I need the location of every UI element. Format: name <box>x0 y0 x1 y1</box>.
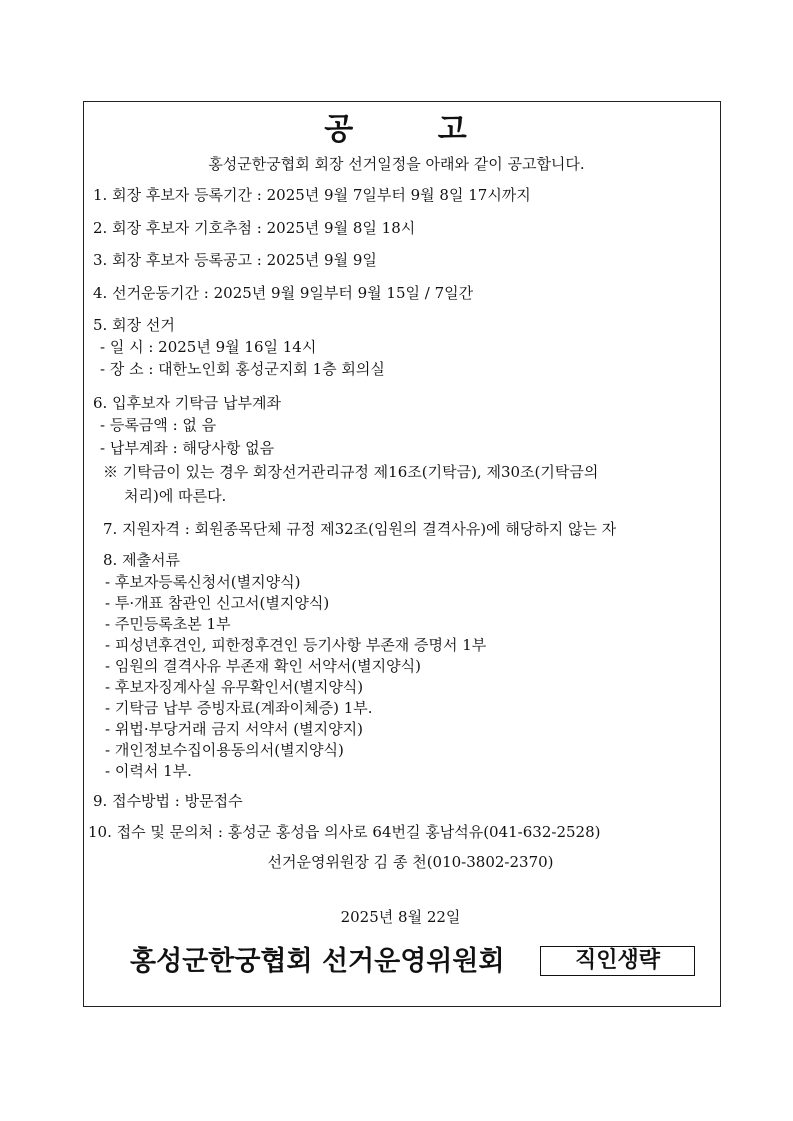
item-2: 2. 회장 후보자 기호추첨 : 2025년 9월 8일 18시 <box>93 219 416 237</box>
intro-text: 홍성군한궁협회 회장 선거일정을 아래와 같이 공고합니다. <box>208 155 585 173</box>
doc-item: - 위법·부당거래 금지 서약서 (별지양지) <box>105 720 363 738</box>
item-6: 6. 입후보자 기탁금 납부계좌 <box>93 394 282 412</box>
item-8: 8. 제출서류 <box>103 551 181 569</box>
item-3: 3. 회장 후보자 등록공고 : 2025년 9월 9일 <box>93 251 377 269</box>
notice-title: 공 고 <box>324 112 469 147</box>
doc-item: - 후보자등록신청서(별지양식) <box>105 573 301 591</box>
doc-item: - 투·개표 참관인 신고서(별지양식) <box>105 594 330 612</box>
doc-item: - 피성년후견인, 피한정후견인 등기사항 부존재 증명서 1부 <box>105 636 487 654</box>
doc-item: - 이력서 1부. <box>105 762 192 780</box>
item-10: 10. 접수 및 문의처 : 홍성군 홍성읍 의사로 64번길 홍남석유(041-632-2528) <box>88 823 601 841</box>
organization-name: 홍성군한궁협회 선거운영위원회 <box>130 946 505 977</box>
item-6-account: - 납부계좌 : 해당사항 없음 <box>100 439 275 457</box>
item-4: 4. 선거운동기간 : 2025년 9월 9일부터 9월 15일 / 7일간 <box>93 284 474 302</box>
item-5-date: - 일 시 : 2025년 9월 16일 14시 <box>100 338 317 356</box>
item-9: 9. 접수방법 : 방문접수 <box>93 792 243 810</box>
doc-item: - 후보자징계사실 유무확인서(별지양식) <box>105 678 364 696</box>
item-6-note: ※ 기탁금이 있는 경우 회장선거관리규정 제16조(기탁금), 제30조(기탁금의 <box>103 463 599 481</box>
chair-contact: 선거운영위원장 김 종 천(010-3802-2370) <box>267 853 554 871</box>
doc-item: - 주민등록초본 1부 <box>105 615 231 633</box>
item-5: 5. 회장 선거 <box>93 316 175 334</box>
item-6-note-cont: 처리)에 따른다. <box>124 487 227 505</box>
doc-item: - 기탁금 납부 증빙자료(계좌이체증) 1부. <box>105 699 373 717</box>
item-5-place: - 장 소 : 대한노인회 홍성군지회 1층 회의실 <box>100 360 385 378</box>
notice-date: 2025년 8월 22일 <box>340 908 461 926</box>
seal-omitted-stamp: 직인생략 <box>540 946 695 976</box>
doc-item: - 임원의 결격사유 부존재 확인 서약서(별지양식) <box>105 657 421 675</box>
doc-item: - 개인정보수집이용동의서(별지양식) <box>105 741 344 759</box>
item-7: 7. 지원자격 : 회원종목단체 규정 제32조(임원의 결격사유)에 해당하지 않는 자 <box>103 520 617 538</box>
item-6-amount: - 등록금액 : 없 음 <box>100 416 217 434</box>
item-1: 1. 회장 후보자 등록기간 : 2025년 9월 7일부터 9월 8일 17시까지 <box>93 186 531 204</box>
